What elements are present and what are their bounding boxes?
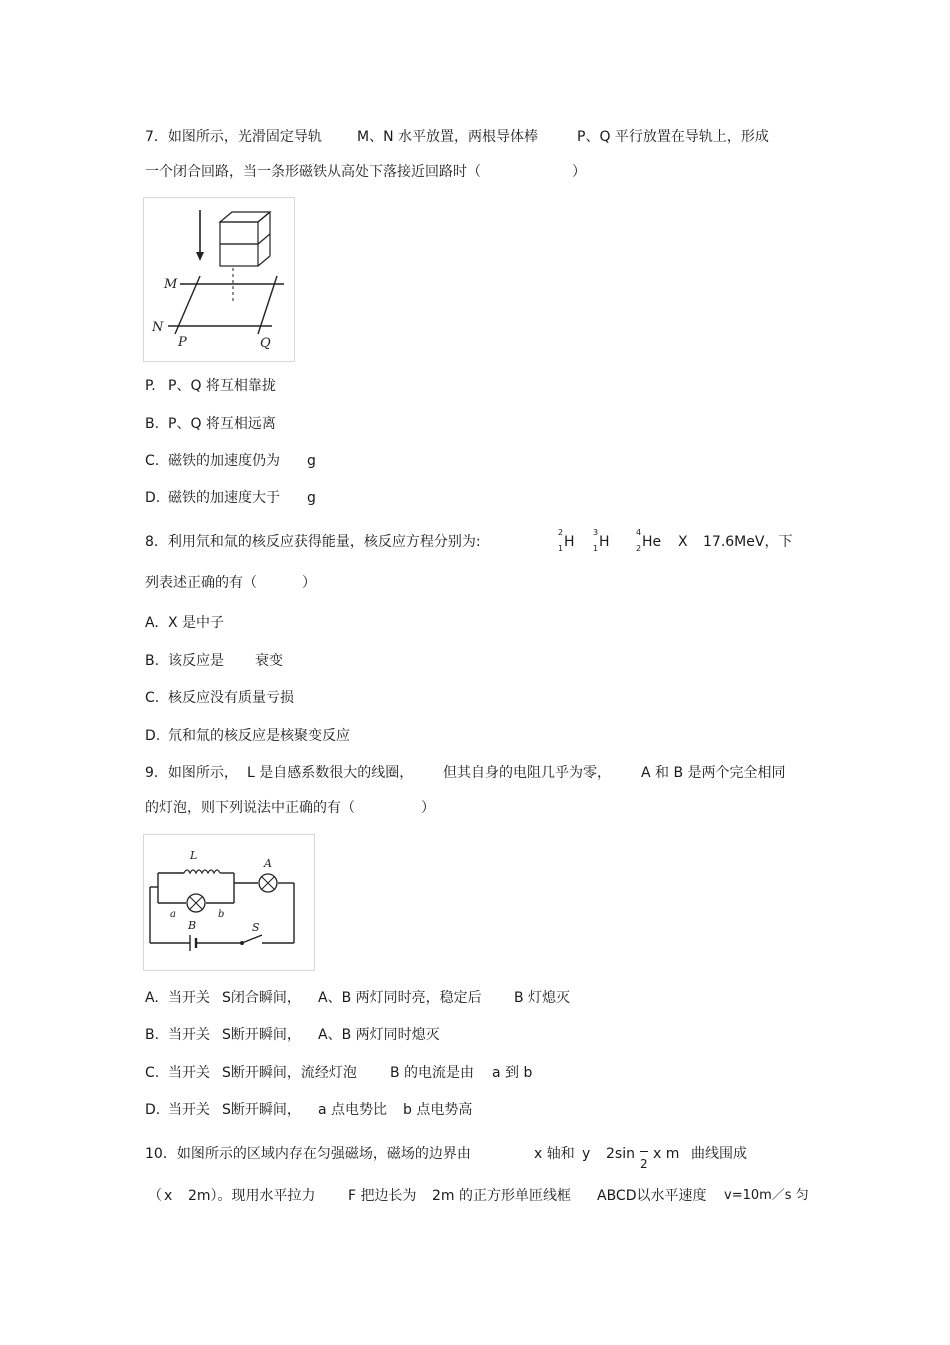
q10-xm: x m <box>653 1146 680 1162</box>
q9-label-s: S <box>252 921 260 934</box>
q7-stem-part-4: 一个闭合回路，当一条形磁铁从高处下落接近回路时（ <box>145 164 481 180</box>
q9-label-b: b <box>218 909 225 920</box>
q10-line2-x: x <box>164 1188 173 1204</box>
q9-option-d-part-2: S断开瞬间， <box>222 1102 301 1118</box>
q8-stem-part-1: 8．利用氘和氚的核反应获得能量，核反应方程分别为: <box>145 534 481 550</box>
q10-line2-part-1: 2m）。现用水平拉力 <box>188 1188 316 1204</box>
q7-option-d-key: D. <box>145 490 161 506</box>
q9-stem-part-3: 但其自身的电阻几乎为零， <box>443 765 611 781</box>
q8-x-symbol: X <box>678 534 688 550</box>
q9-label-lamp-a: A <box>264 857 272 870</box>
q8-he-charge: 2 <box>636 544 642 553</box>
q7-label-m: M <box>164 277 178 292</box>
q9-stem-part-4: A 和 B 是两个完全相同 <box>641 765 786 781</box>
q8-option-b-key: B. <box>145 653 160 669</box>
q9-option-c-part-2: S断开瞬间，流经灯泡 <box>222 1065 357 1081</box>
q9-option-c-part-1: 当开关 <box>168 1065 210 1081</box>
q7-stem-part-1: 7．如图所示，光滑固定导轨 <box>145 129 322 145</box>
q7-stem-close: ） <box>572 164 586 180</box>
q9-label-lamp-b: B <box>188 919 197 932</box>
q10-sin: 2sin <box>606 1146 635 1162</box>
q7-label-p: P <box>178 335 187 350</box>
q9-label-a: a <box>170 909 176 920</box>
q10-line2-part-5: v=10m／s 匀 <box>724 1188 809 1203</box>
q8-option-d-key: D. <box>145 728 161 744</box>
q9-option-b-key: B. <box>145 1027 160 1043</box>
q7-stem-part-3: P、Q 平行放置在导轨上，形成 <box>577 129 769 145</box>
q8-h3-charge: 1 <box>593 544 599 553</box>
q8-h2-mass: 2 <box>558 528 564 537</box>
q10-y-symbol: y <box>582 1146 591 1162</box>
q7-figure-magnet-rails <box>143 197 295 362</box>
q7-option-c-tail: g <box>307 453 316 469</box>
q7-stem-part-2: M、N 水平放置，两根导体棒 <box>357 129 539 145</box>
q8-option-b-text: 该反应是 <box>168 653 224 669</box>
q9-label-l: L <box>190 849 198 862</box>
q8-option-d-text: 氘和氚的核反应是核聚变反应 <box>168 728 350 744</box>
q8-stem-close: ） <box>302 575 316 591</box>
q8-he-symbol: He <box>642 534 662 550</box>
q9-option-a-part-3: A、B 两灯同时亮，稳定后 <box>318 990 482 1006</box>
q8-option-b-tail: 衰变 <box>255 653 283 669</box>
q7-option-b-key: B. <box>145 416 160 432</box>
q9-option-d-part-4: b 点电势高 <box>403 1102 473 1118</box>
q9-option-b-part-3: A、B 两灯同时熄灭 <box>318 1027 440 1043</box>
q8-option-a-key: A. <box>145 615 159 631</box>
q9-option-c-part-3: B 的电流是由 <box>390 1065 475 1081</box>
q7-option-b-text: P、Q 将互相远离 <box>168 416 276 432</box>
q10-line2-part-4: ABCD以水平速度 <box>597 1188 707 1204</box>
q9-option-a-key: A. <box>145 990 159 1006</box>
q7-option-d-tail: g <box>307 490 316 506</box>
q9-stem-part-1: 9．如图所示， <box>145 765 238 781</box>
q10-stem-part-2: 曲线围成 <box>691 1146 747 1162</box>
q8-stem-part-2: 列表述正确的有（ <box>145 575 257 591</box>
q7-label-q: Q <box>260 336 271 351</box>
q7-label-n: N <box>152 320 164 335</box>
q8-h3-symbol: H <box>599 534 610 550</box>
q8-h2-charge: 1 <box>558 544 564 553</box>
q10-fraction-bar <box>640 1151 648 1152</box>
q8-h2-symbol: H <box>564 534 575 550</box>
q7-option-d-text: 磁铁的加速度大于 <box>168 490 280 506</box>
q10-line2-part-3: 2m 的正方形单匝线框 <box>432 1188 571 1204</box>
q8-h3-mass: 3 <box>593 528 599 537</box>
q8-option-c-text: 核反应没有质量亏损 <box>168 690 294 706</box>
q10-x-axis: x 轴和 <box>534 1146 575 1162</box>
q9-option-c-key: C. <box>145 1065 160 1081</box>
q7-option-c-text: 磁铁的加速度仍为 <box>168 453 280 469</box>
q8-option-c-key: C. <box>145 690 160 706</box>
q9-figure-circuit <box>143 834 315 971</box>
q10-fraction-denominator: 2 <box>640 1157 648 1171</box>
q9-option-d-part-1: 当开关 <box>168 1102 210 1118</box>
q9-stem-part-5: 的灯泡，则下列说法中正确的有（ <box>145 800 355 816</box>
q9-option-b-part-2: S断开瞬间， <box>222 1027 301 1043</box>
q10-line2-part-2: F 把边长为 <box>348 1188 417 1204</box>
q9-option-b-part-1: 当开关 <box>168 1027 210 1043</box>
q8-energy: 17.6MeV，下 <box>703 534 793 550</box>
q8-option-a-text: X 是中子 <box>168 615 225 631</box>
q9-stem-part-2: L 是自感系数很大的线圈， <box>247 765 414 781</box>
q9-option-a-part-2: S闭合瞬间， <box>222 990 301 1006</box>
q7-option-p-key: P. <box>145 378 156 394</box>
q9-option-d-part-3: a 点电势比 <box>318 1102 388 1118</box>
q7-option-c-key: C. <box>145 453 160 469</box>
q10-stem-part-1: 10．如图所示的区域内存在匀强磁场，磁场的边界由 <box>145 1146 471 1162</box>
q9-stem-close: ） <box>421 800 435 816</box>
q9-option-a-part-4: B 灯熄灭 <box>514 990 571 1006</box>
q8-he-mass: 4 <box>636 528 642 537</box>
q7-option-p-text: P、Q 将互相靠拢 <box>168 378 276 394</box>
q9-option-d-key: D. <box>145 1102 161 1118</box>
q9-option-c-part-4: a 到 b <box>492 1065 533 1081</box>
q9-option-a-part-1: 当开关 <box>168 990 210 1006</box>
q10-line2-open: （ <box>148 1188 162 1204</box>
